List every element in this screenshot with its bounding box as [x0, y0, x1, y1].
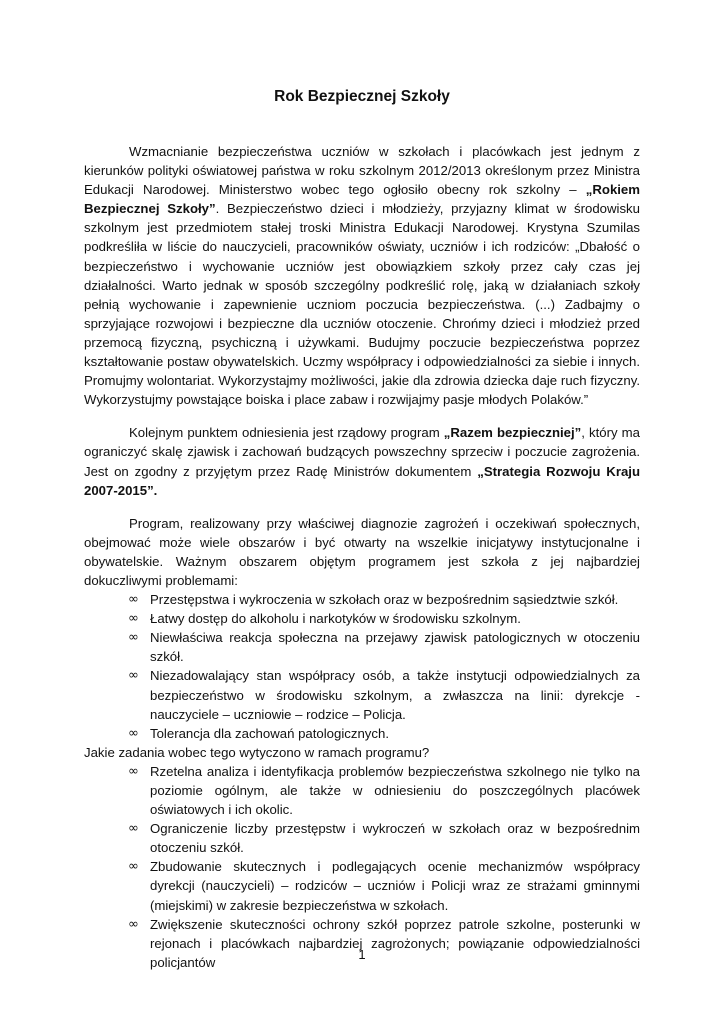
paragraph-intro	[84, 142, 640, 409]
infinity-bullet-icon: ∞	[128, 763, 139, 779]
problems-list	[84, 590, 640, 743]
list-item	[84, 857, 640, 914]
paragraph-problems-intro: Program, realizowany przy właściwej diagnozie zagrożeń i oczekiwań społecznych, obejmować może wiele obszarów i być otwarty na wszelkie inicjatywy instytucjonalne i obywatelskie. Ważnym obszarem objętym programem jest szkoła z jej najbardziej dokuczliwymi problemami:	[84, 515, 640, 588]
infinity-bullet-icon: ∞	[128, 630, 139, 646]
list-item-text: Niezadowalający stan współpracy osób, a także instytucji odpowiedzialnych za bezpieczeństwo w środowisku szkolnym, a zwłaszcza na linii: dyrekcje - nauczyciele – uczniowie – rodzice – Policja.	[150, 668, 640, 722]
tasks-question: Jakie zadania wobec tego wytyczono w ramach programu?	[84, 744, 430, 760]
infinity-bullet-icon: ∞	[128, 859, 139, 875]
list-item	[84, 666, 640, 723]
list-item	[84, 819, 640, 857]
list-item	[84, 724, 640, 743]
document-title: Rok Bezpiecznej Szkoły	[274, 88, 450, 105]
program-text-1: Kolejnym punktem odniesienia jest rządowy program	[129, 425, 444, 441]
paragraph-program	[84, 423, 640, 499]
infinity-bullet-icon: ∞	[128, 668, 139, 684]
list-item-text: Zwiększenie skuteczności ochrony szkół poprzez patrole szkolne, posterunki w rejonach i placówkach najbardziej zagrożonych; powiązanie odpowiedzialności policjantów	[150, 916, 640, 970]
list-item	[84, 915, 640, 972]
list-item-text: Przestępstwa i wykroczenia w szkołach oraz w bezpośrednim sąsiedztwie szkół.	[150, 592, 619, 608]
intro-bold-1: „Rokiem Bezpiecznej Szkoły”	[84, 182, 640, 217]
infinity-bullet-icon: ∞	[128, 821, 139, 837]
list-item-text: Niewłaściwa reakcja społeczna na przejawy zjawisk patologicznych w otoczeniu szkół.	[150, 630, 640, 665]
list-item	[84, 628, 640, 666]
list-item-text: Łatwy dostęp do alkoholu i narkotyków w środowisku szkolnym.	[150, 611, 521, 627]
intro-text-1: Wzmacnianie bezpieczeństwa uczniów w szkołach i placówkach jest jednym z kierunków polityki oświatowej państwa w roku szkolnym 2012/2013 określonym przez Ministra Edukacji Narodowej. Ministerstwo wobec tego ogłosiło obecny rok szkolny –	[84, 144, 640, 198]
document-body	[84, 142, 640, 972]
list-item	[84, 590, 640, 609]
intro-text-2: . Bezpieczeństwo dzieci i młodzieży, przyjazny klimat w środowisku szkolnym jest przedmiotem stałej troski Ministra Edukacji Narodowej. Krystyna Szumilas podkreśliła w liście do nauczycieli, pracowników oświaty, uczniów i ich rodziców: „Dbałość o bezpieczeństwo i wychowanie uczniów jest obowiązkiem szkoły przez cały czas jej działalności. Warto jednak w sposób szczególny podkreślić rolę, jaką w działaniach szkoły pełnią wychowanie i zapewnienie uczniom poczucia bezpieczeństwa. (...) Zadbajmy o sprzyjające rozwojowi i bezpieczne dla uczniów otoczenie. Chrońmy dzieci i młodzież przed przemocą fizyczną, psychiczną i używkami. Budujmy poczucie bezpieczeństwa poprzez kształtowanie postaw obywatelskich. Uczmy współpracy i odpowiedzialności za siebie i innych. Promujmy wolontariat. Wykorzystajmy możliwości, jakie dla zdrowia dziecka daje ruch fizyczny. Wykorzystujmy powstające boiska i place zabaw i rozwijajmy pasje młodych Polaków.”	[84, 201, 640, 408]
infinity-bullet-icon: ∞	[128, 725, 139, 741]
infinity-bullet-icon: ∞	[128, 611, 139, 627]
list-item-text: Ograniczenie liczby przestępstw i wykroczeń w szkołach oraz w bezpośrednim otoczeniu szkół.	[150, 821, 640, 856]
page-number: 1	[358, 947, 366, 962]
program-bold-2: „Strategia Rozwoju Kraju 2007-2015”.	[84, 463, 641, 498]
list-item-text: Tolerancja dla zachowań patologicznych.	[150, 725, 389, 741]
program-bold-1: „Razem bezpieczniej”	[443, 425, 582, 441]
list-item	[84, 762, 640, 819]
infinity-bullet-icon: ∞	[128, 916, 139, 932]
list-item-text: Rzetelna analiza i identyfikacja problemów bezpieczeństwa szkolnego nie tylko na poziomie ogólnym, ale także w odniesieniu do poszczególnych placówek oświatowych i ich okolic.	[150, 763, 640, 818]
list-item	[84, 609, 640, 628]
program-text-2: , który ma ograniczyć skalę zjawisk i zachowań budzących powszechny sprzeciw i poczucie zagrożenia. Jest on zgodny z przyjętym przez Radę Ministrów dokumentem	[84, 425, 640, 479]
infinity-bullet-icon: ∞	[128, 592, 139, 608]
tasks-list	[84, 762, 640, 972]
list-item-text: Zbudowanie skutecznych i podlegających ocenie mechanizmów współpracy dyrekcji (nauczycieli) – rodziców – uczniów i Policji wraz ze strażami gminnymi (miejskimi) w zakresie bezpieczeństwa w szkołach.	[150, 859, 640, 913]
